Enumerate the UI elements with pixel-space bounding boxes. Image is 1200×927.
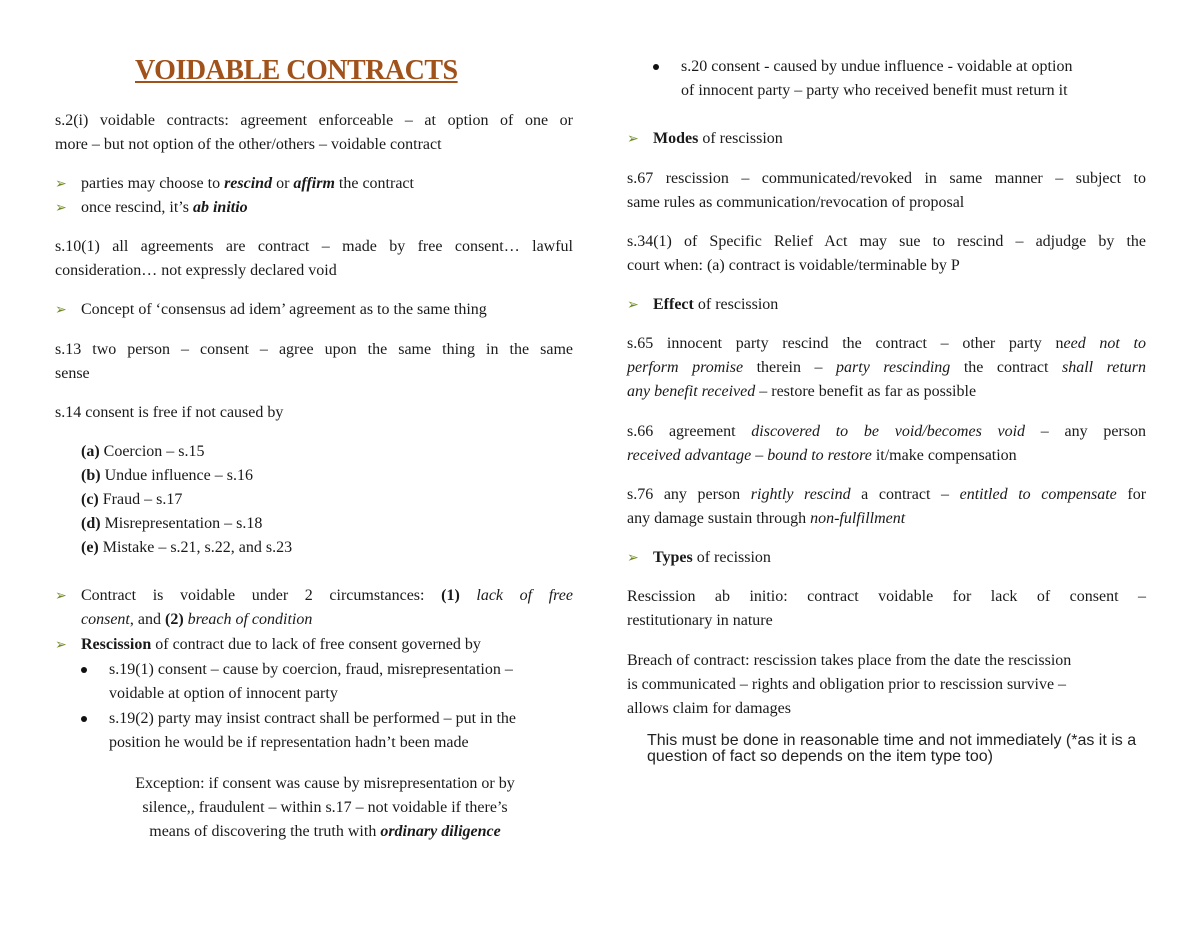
list-item-undue-influence: (b) Undue influence – s.16: [81, 467, 253, 484]
arrow-item-voidable-circumstances: ➢ Contract is voidable under 2 circumstances: (1) lack of free consent, and (2) breach of condition: [55, 584, 573, 632]
s13-paragraph: s.13 two person – consent – agree upon the same thing in the same sense: [55, 341, 573, 382]
bullet-dot-icon: [81, 667, 87, 673]
s66-paragraph: s.66 agreement discovered to be void/becomes void – any person received advantage – bound to restore it/make compensation: [627, 423, 1146, 464]
arrow-bullet-icon: ➢: [55, 588, 67, 604]
s65-paragraph: s.65 innocent party rescind the contract – other party need not to perform promise therein – party rescinding the contract shall return any benefit received – restore benefit as far as possible: [627, 335, 1147, 400]
arrow-bullet-icon: ➢: [55, 176, 67, 192]
s10-paragraph: s.10(1) all agreements are contract – made by free consent… lawful consideration… not expressly declared void: [55, 238, 573, 279]
s14-paragraph: s.14 consent is free if not caused by: [55, 404, 284, 421]
ab-initio-paragraph: Rescission ab initio: contract voidable for lack of consent – restitutionary in nature: [627, 588, 1146, 629]
bullet-item-s19-1: s.19(1) consent – cause by coercion, fraud, misrepresentation – voidable at option of innocent party: [109, 658, 573, 706]
list-item-mistake: (e) Mistake – s.21, s.22, and s.23: [81, 539, 293, 556]
s67-paragraph: s.67 rescission – communicated/revoked in same manner – subject to same rules as communication/revocation of proposal: [627, 170, 1146, 211]
arrow-bullet-icon: ➢: [55, 637, 67, 653]
arrow-item-concept: ➢ Concept of ‘consensus ad idem’ agreement as to the same thing: [55, 298, 573, 322]
bullet-item-s19-2: s.19(2) party may insist contract shall be performed – put in the position he would be if representation hadn’t been made: [109, 707, 573, 755]
arrow-bullet-icon: ➢: [55, 302, 67, 318]
arrow-item-rescind-affirm: ➢ parties may choose to rescind or affirm the contract: [55, 172, 573, 196]
page-title: VOIDABLE CONTRACTS: [135, 55, 458, 86]
arrow-item-types: ➢ Types of recission: [627, 546, 1146, 570]
bullet-dot-icon: [81, 716, 87, 722]
list-item-fraud: (c) Fraud – s.17: [81, 491, 183, 508]
s76-paragraph: s.76 any person rightly rescind a contract – entitled to compensate for any damage sustain through non-fulfillment: [627, 486, 1147, 527]
list-item-coercion: (a) Coercion – s.15: [81, 443, 205, 460]
arrow-item-modes: ➢ Modes of rescission: [627, 127, 1146, 151]
breach-paragraph: Breach of contract: rescission takes place from the date the rescission is communicated – rights and obligation prior to rescission survive – allows claim for damages: [627, 652, 1072, 717]
arrow-item-effect: ➢ Effect of rescission: [627, 293, 1146, 317]
s34-paragraph: s.34(1) of Specific Relief Act may sue to rescind – adjudge by the court when: (a) contract is voidable/terminable by P: [627, 233, 1146, 274]
arrow-bullet-icon: ➢: [627, 550, 639, 566]
arrow-bullet-icon: ➢: [627, 297, 639, 313]
bullet-item-s20: s.20 consent - caused by undue influence - voidable at option of innocent party – party who received benefit must return it: [681, 55, 1146, 103]
list-item-misrepresentation: (d) Misrepresentation – s.18: [81, 515, 263, 532]
s2i-paragraph: s.2(i) voidable contracts: agreement enforceable – at option of one or more – but not option of the other/others – voidable contract: [55, 112, 573, 153]
bullet-dot-icon: [653, 64, 659, 70]
arrow-item-rescission: ➢ Rescission of contract due to lack of free consent governed by: [55, 633, 573, 657]
reasonable-time-note: This must be done in reasonable time and not immediately (*as it is a question of fact so depends on the item type too): [647, 732, 1137, 765]
arrow-bullet-icon: ➢: [627, 131, 639, 147]
exception-paragraph: Exception: if consent was cause by misrepresentation or by silence,, fraudulent – within s.17 – not voidable if there’s means of discovering the truth with ordinary diligence: [135, 775, 515, 840]
arrow-bullet-icon: ➢: [55, 200, 67, 216]
arrow-item-ab-initio: ➢ once rescind, it’s ab initio: [55, 196, 573, 220]
